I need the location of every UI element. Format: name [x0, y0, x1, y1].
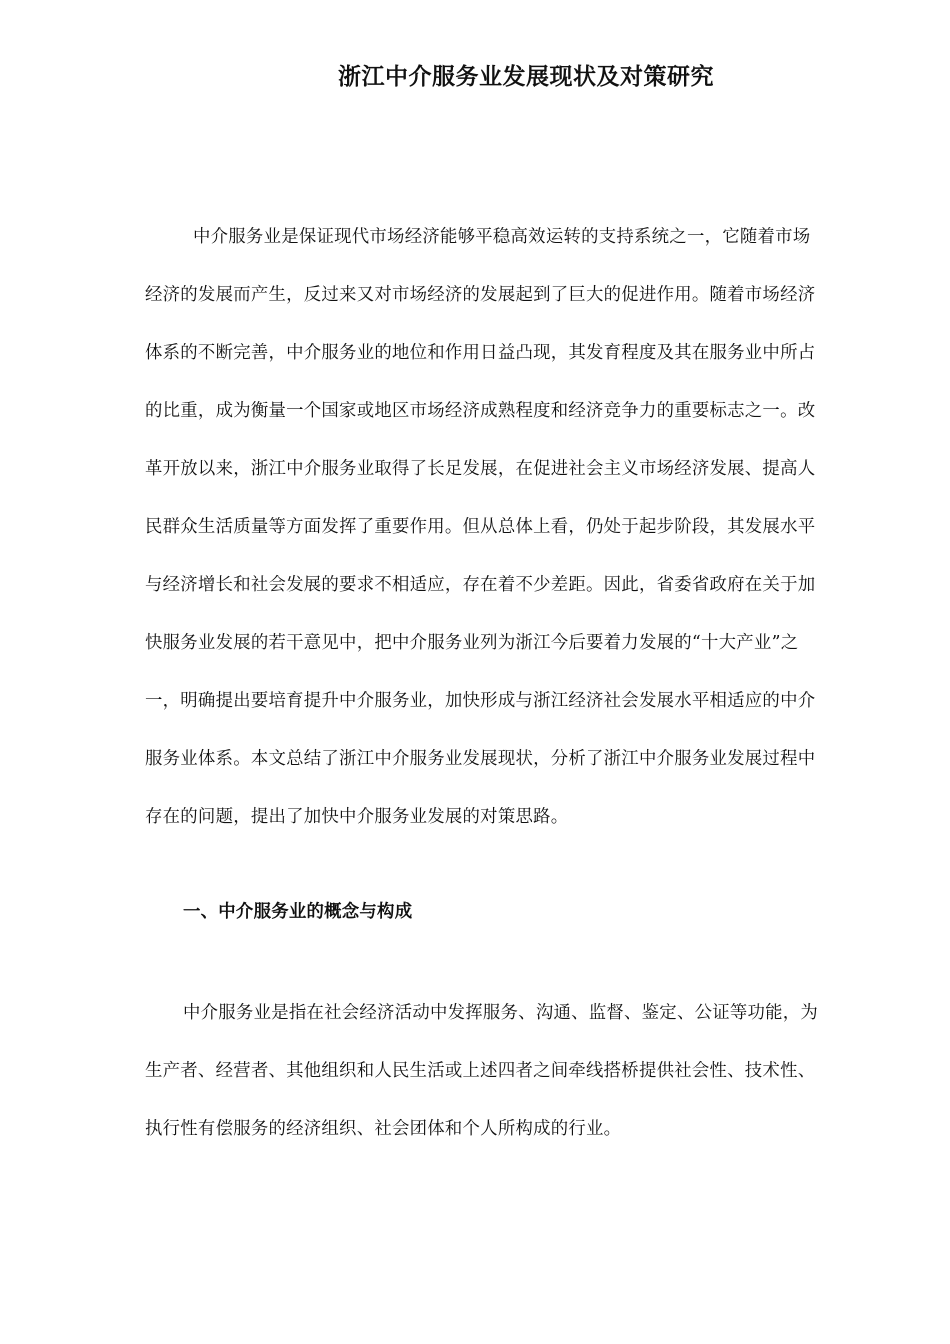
- paragraph-line: 服务业体系。本文总结了浙江中介服务业发展现状，分析了浙江中介服务业发展过程中: [145, 749, 816, 769]
- paragraph-line: 的比重，成为衡量一个国家或地区市场经济成熟程度和经济竞争力的重要标志之一。改: [145, 401, 816, 421]
- section-heading: 一、中介服务业的概念与构成: [183, 902, 413, 922]
- paragraph-line: 民群众生活质量等方面发挥了重要作用。但从总体上看，仍处于起步阶段，其发展水平: [145, 517, 816, 537]
- paragraph-line: 体系的不断完善，中介服务业的地位和作用日益凸现，其发育程度及其在服务业中所占: [145, 343, 816, 363]
- paragraph-line: 中介服务业是保证现代市场经济能够平稳高效运转的支持系统之一，它随着市场: [193, 227, 811, 247]
- paragraph-line: 革开放以来，浙江中介服务业取得了长足发展，在促进社会主义市场经济发展、提高人: [145, 459, 816, 479]
- paragraph-line: 存在的问题，提出了加快中介服务业发展的对策思路。: [145, 807, 569, 827]
- paragraph-line: 快服务业发展的若干意见中，把中介服务业列为浙江今后要着力发展的“十大产业”之: [145, 633, 799, 653]
- paragraph-line: 与经济增长和社会发展的要求不相适应，存在着不少差距。因此，省委省政府在关于加: [145, 575, 816, 595]
- paragraph-line: 执行性有偿服务的经济组织、社会团体和个人所构成的行业。: [145, 1119, 622, 1139]
- intro-paragraph: [145, 208, 873, 846]
- document-title: 浙江中介服务业发展现状及对策研究: [338, 63, 714, 90]
- paragraph-line: 生产者、经营者、其他组织和人民生活或上述四者之间牵线搭桥提供社会性、技术性、: [145, 1061, 816, 1081]
- section-paragraph: [145, 984, 873, 1158]
- paragraph-line: 一，明确提出要培育提升中介服务业，加快形成与浙江经济社会发展水平相适应的中介: [145, 691, 816, 711]
- paragraph-line: 经济的发展而产生，反过来又对市场经济的发展起到了巨大的促进作用。随着市场经济: [145, 285, 816, 305]
- paragraph-line: 中介服务业是指在社会经济活动中发挥服务、沟通、监督、鉴定、公证等功能，为: [183, 1003, 819, 1023]
